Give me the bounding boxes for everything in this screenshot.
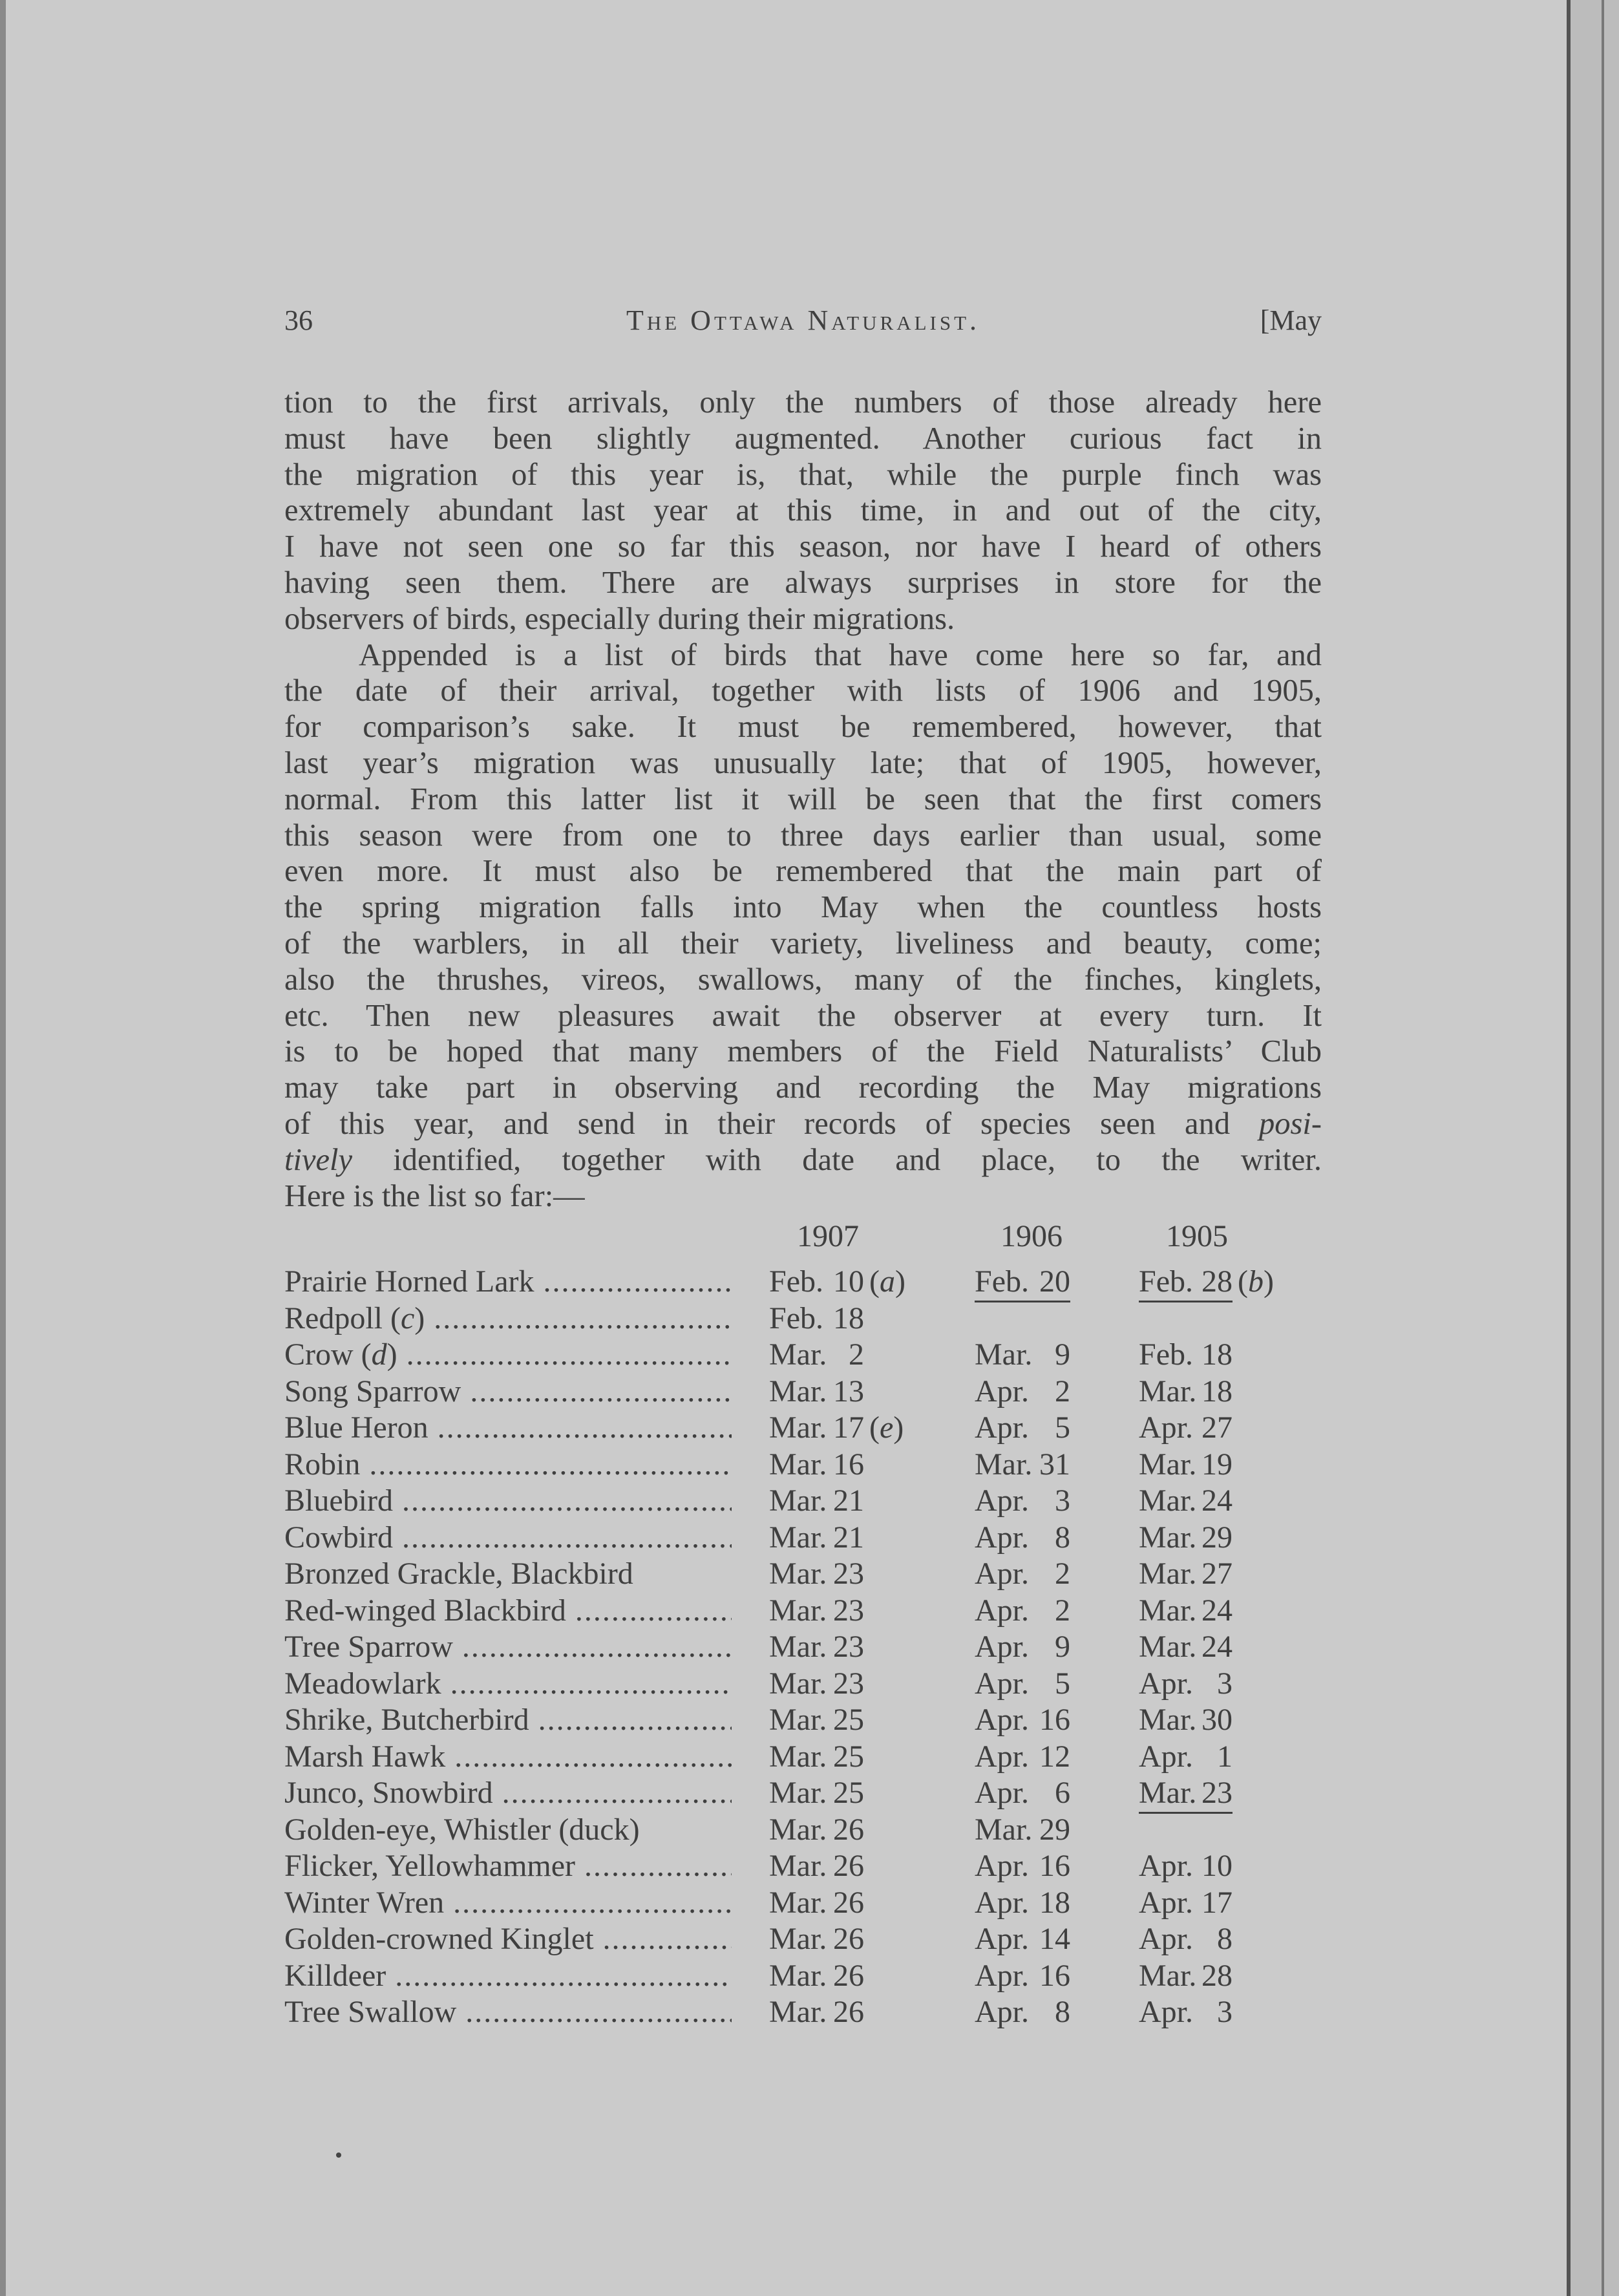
date-m07: Mar. <box>769 1849 827 1883</box>
table-row <box>284 1666 1331 1703</box>
date-m07: Mar. <box>769 1557 827 1591</box>
bird-name: Tree Sparrow ..... <box>284 1629 732 1664</box>
date-m07: Mar. <box>769 1995 827 2029</box>
bird-name: Crow (d) ..... <box>284 1337 732 1372</box>
date-d06: 3 <box>1055 1483 1070 1518</box>
date-d06: 8 <box>1055 1995 1070 2029</box>
date-d07: 21 <box>833 1520 864 1555</box>
date-d05: 17 <box>1201 1885 1233 1920</box>
no-record-dash <box>1139 1301 1233 1302</box>
date-m07: Mar. <box>769 1593 827 1628</box>
date-m07: Mar. <box>769 1703 827 1737</box>
date-d05: 29 <box>1201 1520 1233 1555</box>
date-d05: 28 <box>1201 1264 1233 1299</box>
running-header <box>284 304 1322 349</box>
year-1905: 1905 <box>1166 1219 1228 1253</box>
text-line: of this year, and send in their records of species seen and posi- <box>284 1106 1322 1141</box>
date-d06: 2 <box>1055 1374 1070 1408</box>
date-m05: Mar. <box>1139 1557 1197 1591</box>
text-line: must have been slightly augmented. Another curious fact in <box>284 421 1322 456</box>
date-d05: 24 <box>1201 1483 1233 1518</box>
date-d07: 13 <box>833 1374 864 1408</box>
date-m05: Mar. <box>1139 1703 1197 1737</box>
date-m07: Mar. <box>769 1666 827 1701</box>
date-m06: Apr. <box>975 1520 1029 1555</box>
date-m05: Apr. <box>1139 1410 1193 1445</box>
date-d07: 23 <box>833 1593 864 1628</box>
bird-name: Prairie Horned Lark ..... <box>284 1264 732 1299</box>
date-d05: 8 <box>1217 1922 1233 1956</box>
bird-name: Bluebird ..... <box>284 1483 732 1518</box>
date-d06: 12 <box>1039 1739 1070 1774</box>
date-m07: Mar. <box>769 1337 827 1372</box>
date-d07: 25 <box>833 1776 864 1810</box>
date-d05: 27 <box>1201 1557 1233 1591</box>
date-d06: 6 <box>1055 1776 1070 1810</box>
page-edge-shadow <box>1567 0 1571 2296</box>
date-m07: Feb. <box>769 1264 823 1299</box>
date-m06: Mar. <box>975 1337 1033 1372</box>
date-m07: Mar. <box>769 1776 827 1810</box>
page-edge-line <box>1602 0 1604 2296</box>
date-d06: 29 <box>1039 1812 1070 1847</box>
date-m06: Mar. <box>975 1447 1033 1482</box>
bird-name: Blue Heron ..... <box>284 1410 732 1445</box>
date-m07: Mar. <box>769 1922 827 1956</box>
date-d05: 30 <box>1201 1703 1233 1737</box>
date-n05: (b) <box>1238 1264 1274 1299</box>
bird-name: Junco, Snowbird ..... <box>284 1775 732 1811</box>
date-m05: Mar. <box>1139 1630 1197 1664</box>
date-m05: Mar. <box>1139 1447 1197 1482</box>
date-d07: 16 <box>833 1447 864 1482</box>
date-d06: 20 <box>1039 1264 1070 1299</box>
date-d06: 8 <box>1055 1520 1070 1555</box>
bird-name: Robin ..... <box>284 1447 732 1482</box>
bird-name: Marsh Hawk ..... <box>284 1739 732 1774</box>
date-m06: Apr. <box>975 1410 1029 1445</box>
text-line: I have not seen one so far this season, nor have I heard of others <box>284 529 1322 564</box>
date-d06: 9 <box>1055 1337 1070 1372</box>
date-d05: 3 <box>1217 1666 1233 1701</box>
date-d06: 16 <box>1039 1703 1070 1737</box>
date-d07: 25 <box>833 1739 864 1774</box>
table-row <box>284 1958 1331 1995</box>
date-m06: Apr. <box>975 1922 1029 1956</box>
date-m06: Feb. <box>975 1264 1029 1299</box>
table-row <box>284 1483 1331 1520</box>
text-line: tion to the first arrivals, only the numbers of those already here <box>284 385 1322 420</box>
table-row <box>284 1337 1331 1374</box>
page-number: 36 <box>284 304 313 336</box>
date-d07: 25 <box>833 1703 864 1737</box>
journal-title: The Ottawa Naturalist. <box>626 304 980 336</box>
table-row <box>284 1520 1331 1557</box>
date-m05: Feb. <box>1139 1337 1193 1372</box>
date-d06: 16 <box>1039 1958 1070 1993</box>
table-row <box>284 1812 1331 1849</box>
no-record-dash <box>975 1301 1070 1302</box>
date-d06: 5 <box>1055 1666 1070 1701</box>
bird-name: Tree Swallow ..... <box>284 1994 732 2030</box>
date-d07: 23 <box>833 1557 864 1591</box>
date-m07: Mar. <box>769 1885 827 1920</box>
bird-name: Redpoll (c) ..... <box>284 1301 732 1336</box>
date-d06: 2 <box>1055 1593 1070 1628</box>
bird-name: Golden-eye, Whistler (duck) <box>284 1812 640 1847</box>
text-line: the spring migration falls into May when the countless hosts <box>284 890 1322 925</box>
date-m07: Mar. <box>769 1739 827 1774</box>
text-line: extremely abundant last year at this time, in and out of the city, <box>284 493 1322 528</box>
date-m05: Apr. <box>1139 1739 1193 1774</box>
date-d07: 23 <box>833 1630 864 1664</box>
date-d07: 10 <box>833 1264 864 1299</box>
table-row <box>284 1994 1331 2031</box>
date-m06: Apr. <box>975 1374 1029 1408</box>
table-row <box>284 1848 1331 1885</box>
table-row <box>284 1447 1331 1483</box>
date-m05: Apr. <box>1139 1666 1193 1701</box>
date-d05: 24 <box>1201 1593 1233 1628</box>
date-d07: 26 <box>833 1885 864 1920</box>
table-row <box>284 1374 1331 1410</box>
date-m07: Mar. <box>769 1447 827 1482</box>
date-d06: 18 <box>1039 1885 1070 1920</box>
date-m05: Apr. <box>1139 1995 1193 2029</box>
date-d05: 1 <box>1217 1739 1233 1774</box>
date-d07: 26 <box>833 1958 864 1993</box>
date-m06: Apr. <box>975 1995 1029 2029</box>
no-record-dash <box>1139 1812 1233 1814</box>
bird-name: Flicker, Yellowhammer ..... <box>284 1848 732 1884</box>
date-m06: Apr. <box>975 1630 1029 1664</box>
text-line: last year’s migration was unusually late; that of 1905, however, <box>284 745 1322 780</box>
date-m07: Mar. <box>769 1958 827 1993</box>
date-d05: 18 <box>1201 1337 1233 1372</box>
table-row <box>284 1775 1331 1812</box>
date-d06: 14 <box>1039 1922 1070 1956</box>
date-m05: Apr. <box>1139 1885 1193 1920</box>
date-m06: Apr. <box>975 1483 1029 1518</box>
date-m05: Apr. <box>1139 1922 1193 1956</box>
text-line: the migration of this year is, that, while the purple finch was <box>284 457 1322 492</box>
date-d07: 18 <box>833 1301 864 1335</box>
table-row <box>284 1739 1331 1776</box>
text-line: Here is the list so far:— <box>284 1178 585 1213</box>
date-d07: 2 <box>849 1337 864 1372</box>
bird-name: Song Sparrow ..... <box>284 1374 732 1409</box>
year-1907: 1907 <box>797 1219 859 1253</box>
date-d05: 3 <box>1217 1995 1233 2029</box>
text-line: also the thrushes, vireos, swallows, many of the finches, kinglets, <box>284 962 1322 997</box>
date-d07: 26 <box>833 1812 864 1847</box>
date-m05: Mar. <box>1139 1776 1197 1810</box>
text-line: Appended is a list of birds that have come here so far, and <box>359 637 1322 672</box>
date-d07: 17 <box>833 1410 864 1445</box>
date-d07: 21 <box>833 1483 864 1518</box>
bird-name: Cowbird ..... <box>284 1520 732 1555</box>
date-d07: 26 <box>833 1922 864 1956</box>
table-row <box>284 1264 1331 1301</box>
bird-name: Killdeer ..... <box>284 1958 732 1993</box>
text-line: etc. Then new pleasures await the observer at every turn. It <box>284 998 1322 1033</box>
date-m06: Apr. <box>975 1703 1029 1737</box>
date-d06: 9 <box>1055 1630 1070 1664</box>
bird-name: Meadowlark ..... <box>284 1666 732 1701</box>
article-body <box>284 385 1322 1214</box>
date-m06: Apr. <box>975 1885 1029 1920</box>
date-m07: Mar. <box>769 1410 827 1445</box>
date-d06: 5 <box>1055 1410 1070 1445</box>
text-line: normal. From this latter list it will be seen that the first comers <box>284 781 1322 816</box>
table-row <box>284 1629 1331 1666</box>
date-m05: Mar. <box>1139 1593 1197 1628</box>
date-m05: Feb. <box>1139 1264 1193 1299</box>
date-d05: 27 <box>1201 1410 1233 1445</box>
date-m06: Apr. <box>975 1739 1029 1774</box>
text-line: having seen them. There are always surprises in store for the <box>284 565 1322 600</box>
text-line: of the warblers, in all their variety, liveliness and beauty, come; <box>284 926 1322 961</box>
table-row <box>284 1410 1331 1447</box>
date-m07: Mar. <box>769 1812 827 1847</box>
text-line: is to be hoped that many members of the Field Naturalists’ Club <box>284 1034 1322 1069</box>
date-d07: 26 <box>833 1995 864 2029</box>
date-d06: 31 <box>1039 1447 1070 1482</box>
date-m06: Apr. <box>975 1776 1029 1810</box>
date-m05: Apr. <box>1139 1849 1193 1883</box>
issue-month: [May <box>1260 304 1322 336</box>
date-n07: (a) <box>869 1264 905 1299</box>
date-d05: 10 <box>1201 1849 1233 1883</box>
date-m07: Mar. <box>769 1630 827 1664</box>
table-row <box>284 1921 1331 1958</box>
table-row <box>284 1885 1331 1922</box>
date-n07: (e) <box>869 1410 904 1445</box>
page-binding-edge <box>0 0 6 2296</box>
text-line: may take part in observing and recording the May migrations <box>284 1070 1322 1105</box>
date-d06: 16 <box>1039 1849 1070 1883</box>
date-m05: Mar. <box>1139 1374 1197 1408</box>
print-speck <box>336 2152 341 2158</box>
arrival-table <box>284 1264 1331 2031</box>
date-m06: Apr. <box>975 1849 1029 1883</box>
text-line: this season were from one to three days earlier than usual, some <box>284 818 1322 853</box>
table-row <box>284 1702 1331 1739</box>
date-m05: Mar. <box>1139 1483 1197 1518</box>
text-line: the date of their arrival, together with lists of 1906 and 1905, <box>284 674 1322 708</box>
bird-name: Golden-crowned Kinglet ..... <box>284 1921 732 1957</box>
date-d05: 24 <box>1201 1630 1233 1664</box>
year-1906: 1906 <box>1000 1219 1063 1253</box>
date-m07: Mar. <box>769 1374 827 1408</box>
date-d05: 18 <box>1201 1374 1233 1408</box>
bird-name: Red-winged Blackbird ..... <box>284 1593 732 1628</box>
bird-name: Winter Wren ..... <box>284 1885 732 1920</box>
date-m06: Apr. <box>975 1593 1029 1628</box>
date-d05: 23 <box>1201 1776 1233 1810</box>
date-d05: 28 <box>1201 1958 1233 1993</box>
date-m05: Mar. <box>1139 1958 1197 1993</box>
bird-name: Shrike, Butcherbird ..... <box>284 1702 732 1738</box>
text-line: observers of birds, especially during their migrations. <box>284 601 955 636</box>
date-m07: Feb. <box>769 1301 823 1335</box>
text-line: for comparison’s sake. It must be remembered, however, that <box>284 710 1322 745</box>
bird-name: Bronzed Grackle, Blackbird <box>284 1557 633 1591</box>
date-m05: Mar. <box>1139 1520 1197 1555</box>
text-line: even more. It must also be remembered that the main part of <box>284 854 1322 889</box>
text-line: tively identified, together with date and place, to the writer. <box>284 1142 1322 1177</box>
date-d07: 26 <box>833 1849 864 1883</box>
date-m06: Apr. <box>975 1557 1029 1591</box>
date-d06: 2 <box>1055 1557 1070 1591</box>
date-d05: 19 <box>1201 1447 1233 1482</box>
table-row <box>284 1301 1331 1337</box>
date-m07: Mar. <box>769 1520 827 1555</box>
table-row <box>284 1593 1331 1630</box>
date-d07: 23 <box>833 1666 864 1701</box>
date-m06: Apr. <box>975 1666 1029 1701</box>
table-row <box>284 1556 1331 1593</box>
date-m06: Mar. <box>975 1812 1033 1847</box>
year-headings <box>0 1218 1619 1257</box>
date-m07: Mar. <box>769 1483 827 1518</box>
page-edge-right <box>1571 0 1619 2296</box>
date-m06: Apr. <box>975 1958 1029 1993</box>
